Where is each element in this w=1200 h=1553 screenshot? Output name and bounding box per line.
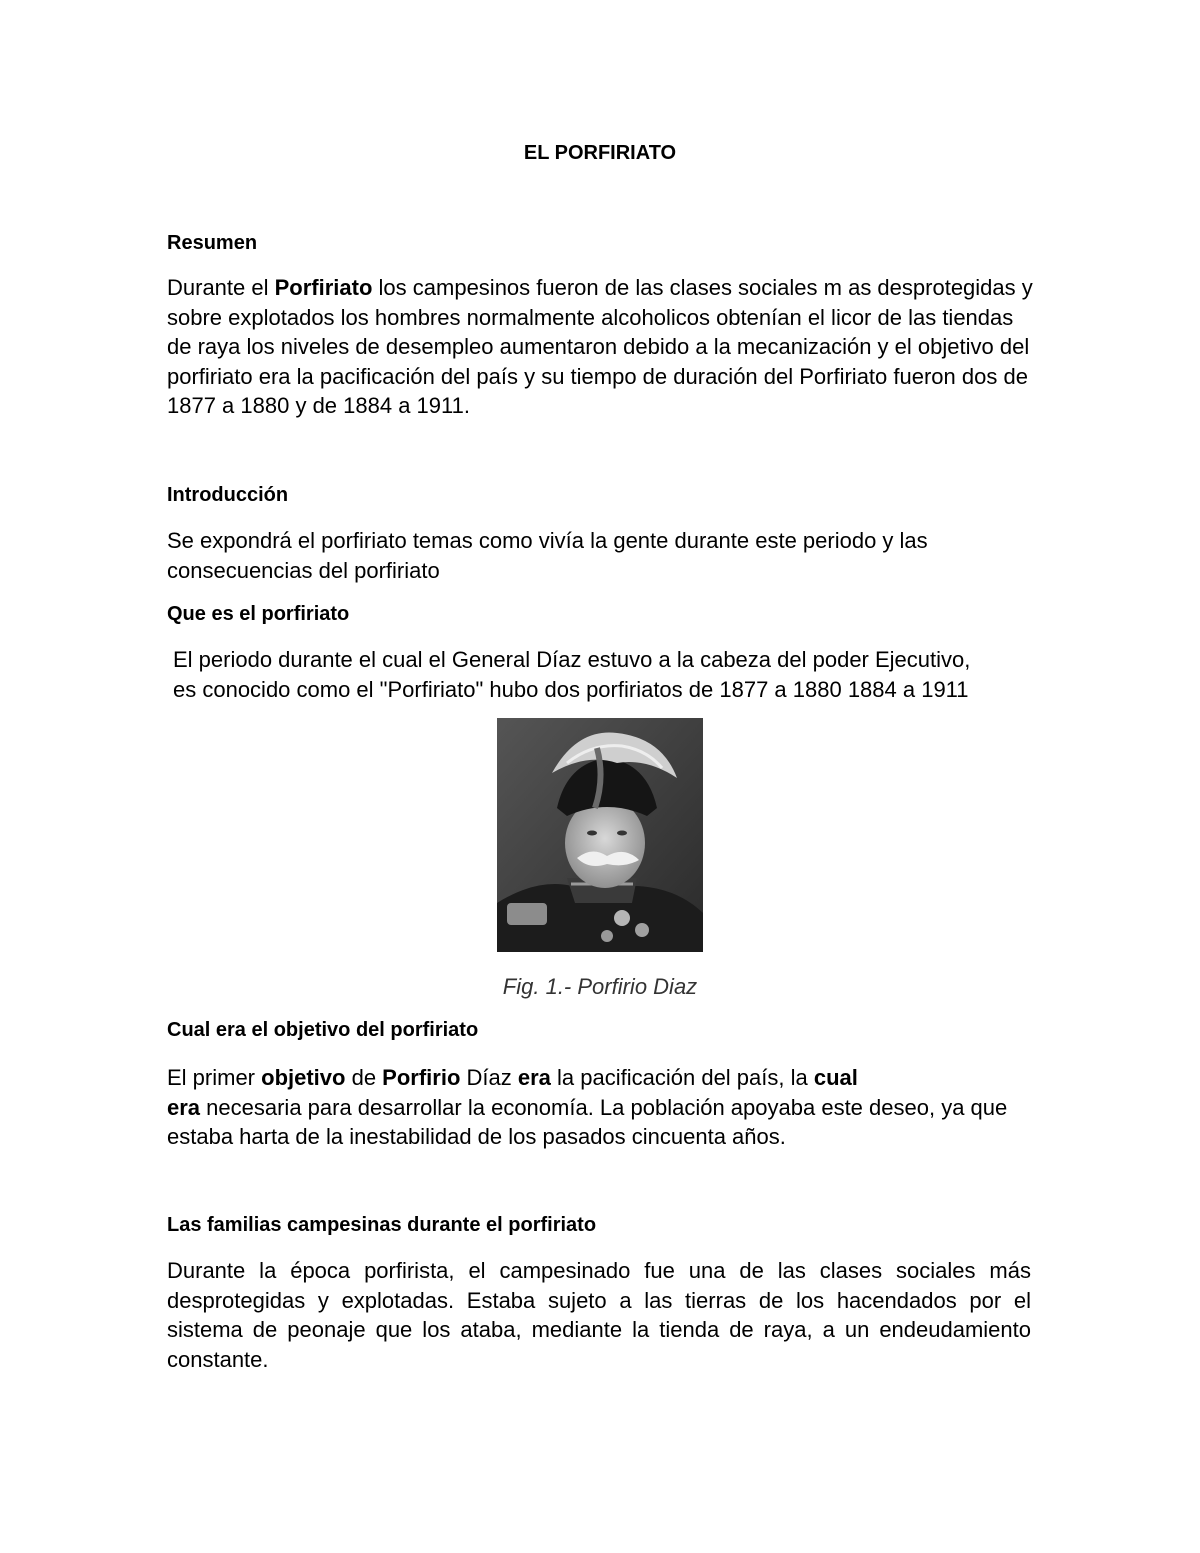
familias-text: Durante la época porfirista, el campesinado fue una de las clases sociales más desprotegidas y explotadas. Estaba sujeto a las tierras de los hacendados por el sistema de peonaje que los ataba, mediante la tienda de raya, a un endeudamiento constante. xyxy=(167,1258,1031,1372)
heading-resumen: Resumen xyxy=(167,232,258,254)
introduccion-text: Se expondrá el porfiriato temas como vivía la gente durante este periodo y las consecuencias del porfiriato xyxy=(167,528,928,583)
heading-que-es: Que es el porfiriato xyxy=(167,603,350,625)
figure-caption: Fig. 1.- Porfirio Diaz xyxy=(502,974,698,999)
objetivo-bold-era: era xyxy=(517,1065,551,1090)
objetivo-bold-cual: cual xyxy=(813,1065,858,1090)
resumen-paragraph xyxy=(167,273,1037,421)
heading-objetivo: Cual era el objetivo del porfiriato xyxy=(167,1019,479,1041)
resumen-bold-porfiriato: Porfiriato xyxy=(274,275,373,300)
heading-introduccion: Introducción xyxy=(167,484,289,506)
heading-familias: Las familias campesinas durante el porfiriato xyxy=(167,1214,597,1236)
objetivo-line-1: El primer objetivo de Porfirio Díaz era la pacificación del país, la cual xyxy=(167,1065,858,1090)
porfirio-diaz-photo xyxy=(497,718,703,952)
que-es-paragraph xyxy=(173,645,1073,704)
objetivo-rest: era necesaria para desarrollar la economía. La población apoyaba este deseo, ya que estaba harta de la inestabilidad de los pasados cincuenta años. xyxy=(167,1094,1008,1149)
document-title: EL PORFIRIATO xyxy=(523,142,677,164)
objetivo-bold-porfirio: Porfirio xyxy=(382,1065,461,1090)
resumen-text-2: los campesinos fueron de las clases sociales m as desprotegidas y sobre explotados los hombres normalmente alcoholicos obtenían el licor de las tiendas de raya los niveles de desempleo aumentaron debido a la mecanización y el objetivo del porfiriato era la pacificación del país y su tiempo de duración del Porfiriato fueron dos de 1877 a 1880 y de 1884 a 1911. xyxy=(167,275,1033,418)
que-es-line-1: El periodo durante el cual el General Díaz estuvo a la cabeza del poder Ejecutivo, xyxy=(173,647,971,672)
portrait-illustration xyxy=(497,718,703,952)
que-es-line-2: es conocido como el "Porfiriato" hubo dos porfiriatos de 1877 a 1880 1884 a 1911 xyxy=(173,676,969,702)
objetivo-bold-era-2: era xyxy=(167,1094,201,1120)
objetivo-bold-objetivo: objetivo xyxy=(261,1065,346,1090)
introduccion-paragraph xyxy=(167,526,1027,585)
familias-paragraph xyxy=(167,1256,1031,1374)
resumen-text-1: Durante el xyxy=(167,275,275,300)
objetivo-paragraph xyxy=(167,1063,1037,1152)
